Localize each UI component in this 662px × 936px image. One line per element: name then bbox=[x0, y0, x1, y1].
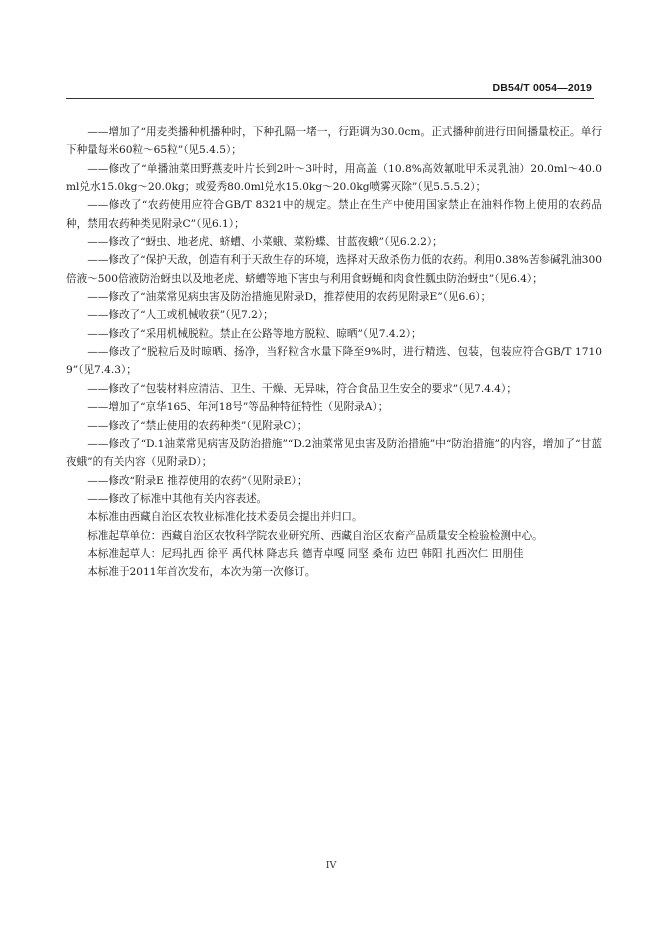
document-code: DB54/T 0054—2019 bbox=[492, 82, 592, 94]
change-item: ——修改了“脱粒后及时晾晒、扬净，当籽粒含水量下降至9%时，进行精选、包装，包装应符合GB/T 17109”（见7.4.3）； bbox=[66, 346, 602, 377]
change-item: ——增加了“京华165、年河18号”等品种特征特性（见附录A）； bbox=[87, 401, 389, 414]
change-item: ——修改了“保护天敌，创造有利于天敌生存的环境，选择对天敌杀伤力低的农药。利用0.38%苦参碱乳油300倍液～500倍液防治蚜虫以及地老虎、蛴螬等地下害虫与利用食蚜蝇和肉食性瓢虫防治蚜虫”（见6.4）； bbox=[66, 254, 603, 285]
change-item: ——修改了“油菜常见病虫害及防治措施见附录D，推荐使用的农药见附录E”（见6.6）； bbox=[87, 291, 492, 304]
header-rule bbox=[66, 98, 594, 99]
change-item: ——修改了“采用机械脱粒。禁止在公路等地方脱粒、晾晒”（见7.4.2）； bbox=[87, 327, 422, 340]
change-item: ——修改了标准中其他有关内容表述。 bbox=[87, 492, 268, 505]
change-item: ——修改了“蚜虫、地老虎、蛴螬、小菜蛾、菜粉蝶、甘蓝夜蛾”（见6.2.2）； bbox=[87, 236, 443, 249]
change-item: ——修改了“包装材料应清洁、卫生、干燥、无异味，符合食品卫生安全的要求”（见7.4.4）； bbox=[87, 382, 517, 395]
drafters: 本标准起草人：尼玛扎西 徐平 禹代林 降志兵 德青卓嘎 同坚 桑布 边巴 韩阳 扎西次仁 田朋佳 bbox=[87, 547, 524, 560]
change-item: ——修改了“单播油菜田野燕麦叶片长到2叶～3叶时，用高盖（10.8%高效氟吡甲禾灵乳油）20.0ml～40.0ml兑水15.0kg～20.0kg；或爱秀80.0ml兑水15.0kg～20.0kg喷雾灭除”（见5.5.5.2）； bbox=[66, 162, 602, 194]
drafting-units: 标准起草单位：西藏自治区农牧科学院农业研究所、西藏自治区农畜产品质量安全检验检测中心。 bbox=[87, 529, 543, 542]
change-item: ——增加了“用麦类播种机播种时，下种孔隔一堵一，行距调为30.0cm。正式播种前进行田间播量校正。单行下种量每米60粒～65粒”（见5.4.5）； bbox=[66, 126, 602, 157]
change-item: ——修改了“农药使用应符合GB/T 8321中的规定。禁止在生产中使用国家禁止在油料作物上使用的农药品种，禁用农药种类见附录C”（见6.1）； bbox=[66, 199, 602, 230]
change-item: ——修改了“D.1油菜常见病害及防治措施”“D.2油菜常见虫害及防治措施”中“防治措施”的内容，增加了“甘蓝夜蛾”的有关内容（见附录D）； bbox=[66, 437, 602, 469]
change-item: ——修改了“禁止使用的农药种类”（见附录C）； bbox=[87, 419, 308, 432]
change-item: ——修改“附录E 推荐使用的农药”（见附录E）； bbox=[87, 474, 308, 487]
page-number: IV bbox=[325, 860, 337, 871]
proposer-statement: 本标准由西藏自治区农牧业标准化技术委员会提出并归口。 bbox=[87, 511, 363, 524]
publication-history: 本标准于2011年首次发布，本次为第一次修订。 bbox=[87, 566, 316, 579]
document-body bbox=[66, 123, 602, 582]
change-item: ——修改了“人工或机械收获”（见7.2）； bbox=[87, 309, 274, 322]
